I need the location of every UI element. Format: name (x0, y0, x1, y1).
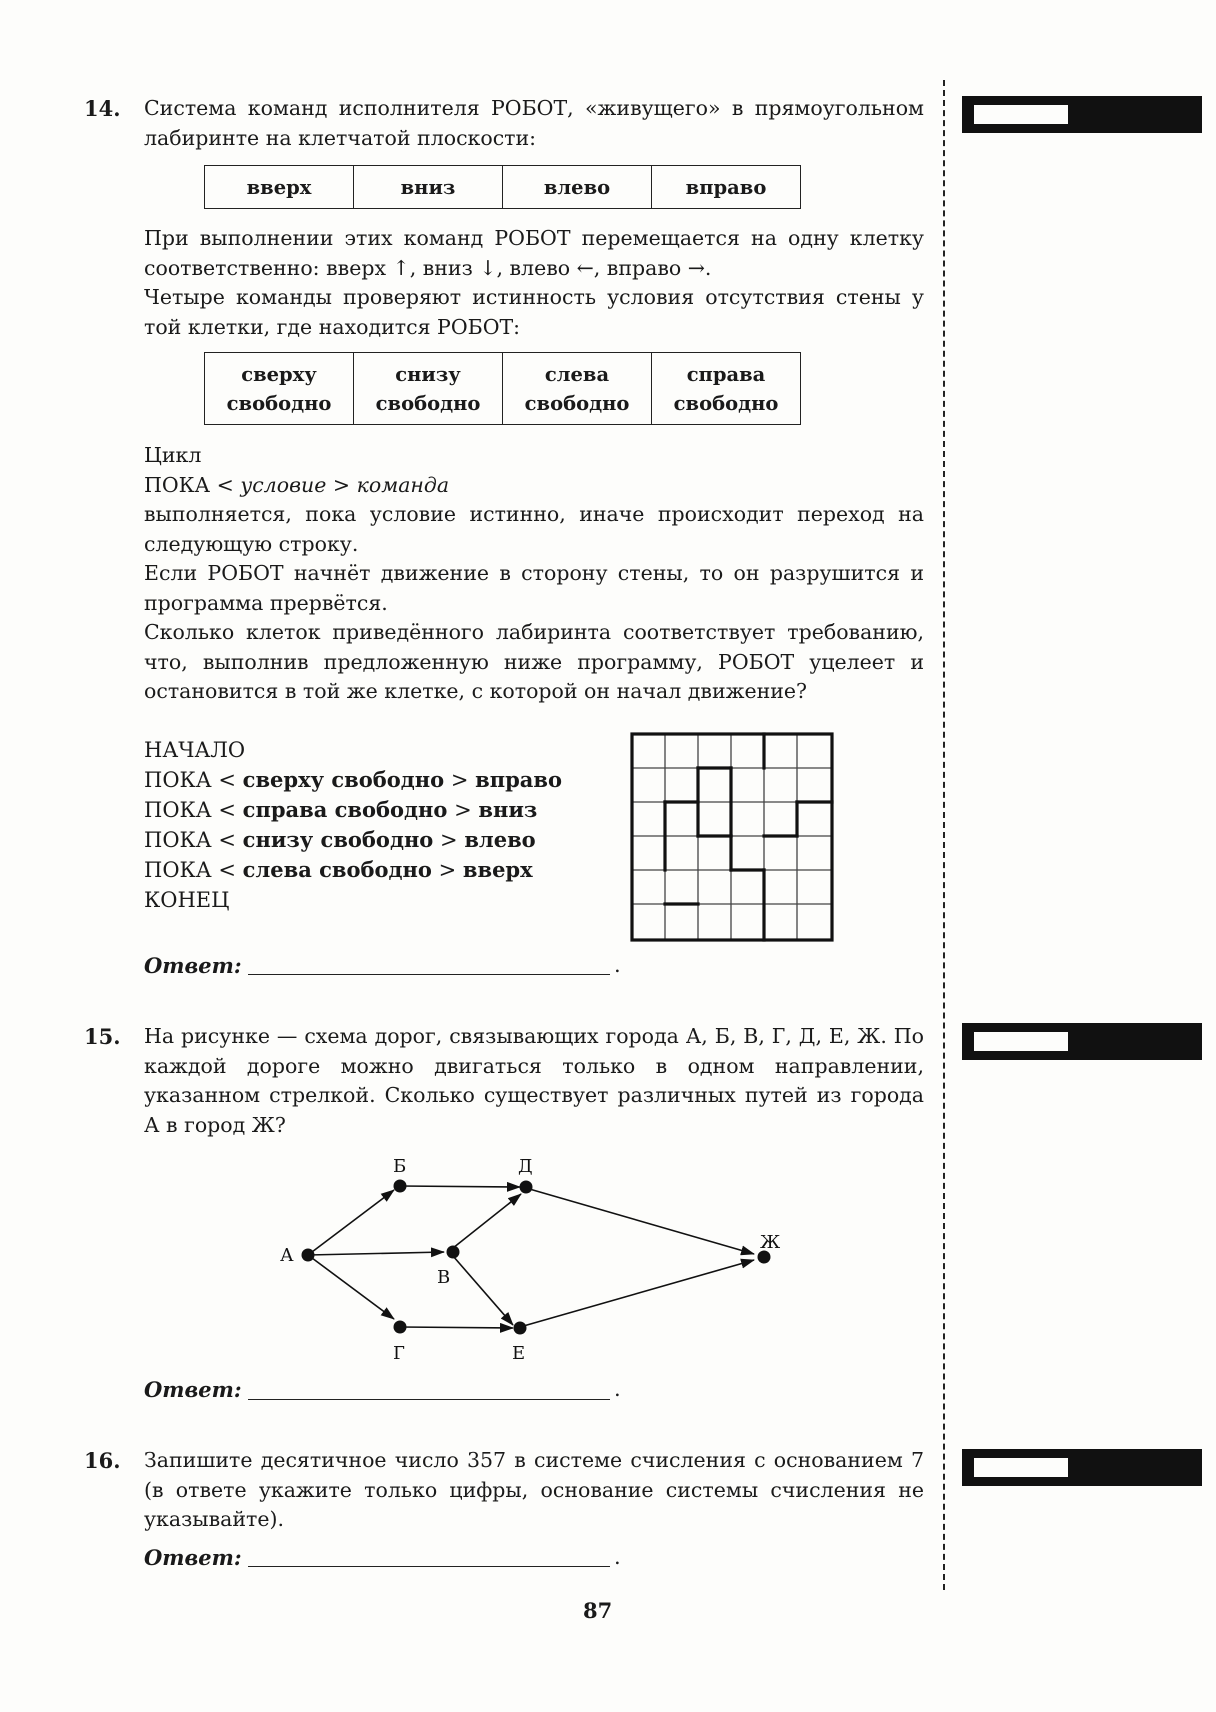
label-D: Д (518, 1156, 533, 1177)
q16-answer-line[interactable] (248, 1566, 610, 1567)
label-B: Б (393, 1156, 407, 1177)
q14-loop-description (144, 441, 924, 707)
question-number-14: 14. (84, 96, 121, 121)
q16-text: Запишите десятичное число 357 в системе счисления с основанием 7 (в ответе укажите только цифры, основание системы счисления не указывайте). (144, 1448, 924, 1531)
command-down: вниз (354, 166, 503, 209)
program-start: НАЧАЛО (144, 738, 246, 762)
q15-answer-label: Ответ: (144, 1377, 242, 1402)
node-V (447, 1246, 460, 1259)
command-up: вверх (205, 166, 354, 209)
program-line-2: ПОКА < справа свободно > вниз (144, 797, 538, 822)
q15-text: На рисунке — схема дорог, связывающих города А, Б, В, Г, Д, Е, Ж. По каждой дороге можно двигаться только в одном направлении, указанном стрелкой. Сколько существует различных путей из города А в город Ж? (144, 1024, 924, 1137)
label-E: Е (512, 1343, 526, 1364)
program-line-4: ПОКА < слева свободно > вверх (144, 857, 533, 882)
program-line-3: ПОКА < снизу свободно > влево (144, 827, 536, 852)
road-graph (270, 1155, 790, 1370)
q16-answer-label: Ответ: (144, 1545, 242, 1570)
program-line-1: ПОКА < сверху свободно > вправо (144, 767, 562, 792)
edge-A-B (308, 1190, 394, 1255)
edge-A-V (308, 1252, 444, 1255)
command-right: вправо (652, 166, 801, 209)
crash-text: Если РОБОТ начнёт движение в сторону стены, то он разрушится и программа прервётся. (144, 561, 924, 615)
answer-box-14[interactable] (962, 96, 1202, 133)
condition-bottom-free: снизу свободно (354, 353, 503, 425)
command-left: влево (503, 166, 652, 209)
commands-table (204, 165, 801, 209)
labyrinth-grid (630, 732, 836, 944)
cut-line (943, 80, 945, 1590)
edge-D-Zh (526, 1188, 754, 1254)
node-D (520, 1181, 533, 1194)
question-number-16: 16. (84, 1448, 121, 1473)
move-text: При выполнении этих команд РОБОТ перемещается на одну клетку соответственно: вверх ↑, вниз ↓, влево ←, вправо →. (144, 226, 924, 280)
node-E (514, 1322, 527, 1335)
edge-V-D (453, 1194, 521, 1248)
condition-top-free: сверху свободно (205, 353, 354, 425)
edge-A-G (308, 1255, 394, 1319)
q14-answer-label: Ответ: (144, 953, 242, 978)
check-text: Четыре команды проверяют истинность условия отсутствия стены у той клетки, где находится РОБОТ: (144, 285, 924, 339)
q14-body (144, 224, 924, 342)
loop-syntax: ПОКА < условие > команда (144, 472, 450, 497)
conditions-table (204, 352, 801, 425)
edge-B-D (400, 1186, 520, 1187)
answer-box-15[interactable] (962, 1023, 1202, 1060)
loop-title: Цикл (144, 443, 202, 467)
answer-box-16[interactable] (962, 1449, 1202, 1486)
edge-E-Zh (520, 1260, 754, 1327)
q14-answer-line[interactable] (248, 974, 610, 975)
edge-V-E (453, 1256, 513, 1325)
node-G (394, 1321, 407, 1334)
label-Zh: Ж (760, 1232, 781, 1253)
robot-program (144, 735, 562, 915)
program-end: КОНЕЦ (144, 888, 230, 912)
q14-intro: Система команд исполнителя РОБОТ, «живущего» в прямоугольном лабиринте на клетчатой плоскости: (144, 96, 924, 150)
q15-answer-line[interactable] (248, 1399, 610, 1400)
question-text: Сколько клеток приведённого лабиринта соответствует требованию, что, выполнив предложенную ниже программу, РОБОТ уцелеет и остановится в той же клетке, с которой он начал движение? (144, 620, 924, 703)
question-number-15: 15. (84, 1024, 121, 1049)
loop-desc: выполняется, пока условие истинно, иначе происходит переход на следующую строку. (144, 502, 924, 556)
label-V: В (437, 1267, 451, 1288)
label-A: А (280, 1245, 294, 1266)
condition-left-free: слева свободно (503, 353, 652, 425)
page-number: 87 (583, 1598, 613, 1623)
node-B (394, 1180, 407, 1193)
label-G: Г (393, 1343, 405, 1364)
node-A (302, 1249, 315, 1262)
condition-right-free: справа свободно (652, 353, 801, 425)
edge-G-E (400, 1327, 513, 1328)
